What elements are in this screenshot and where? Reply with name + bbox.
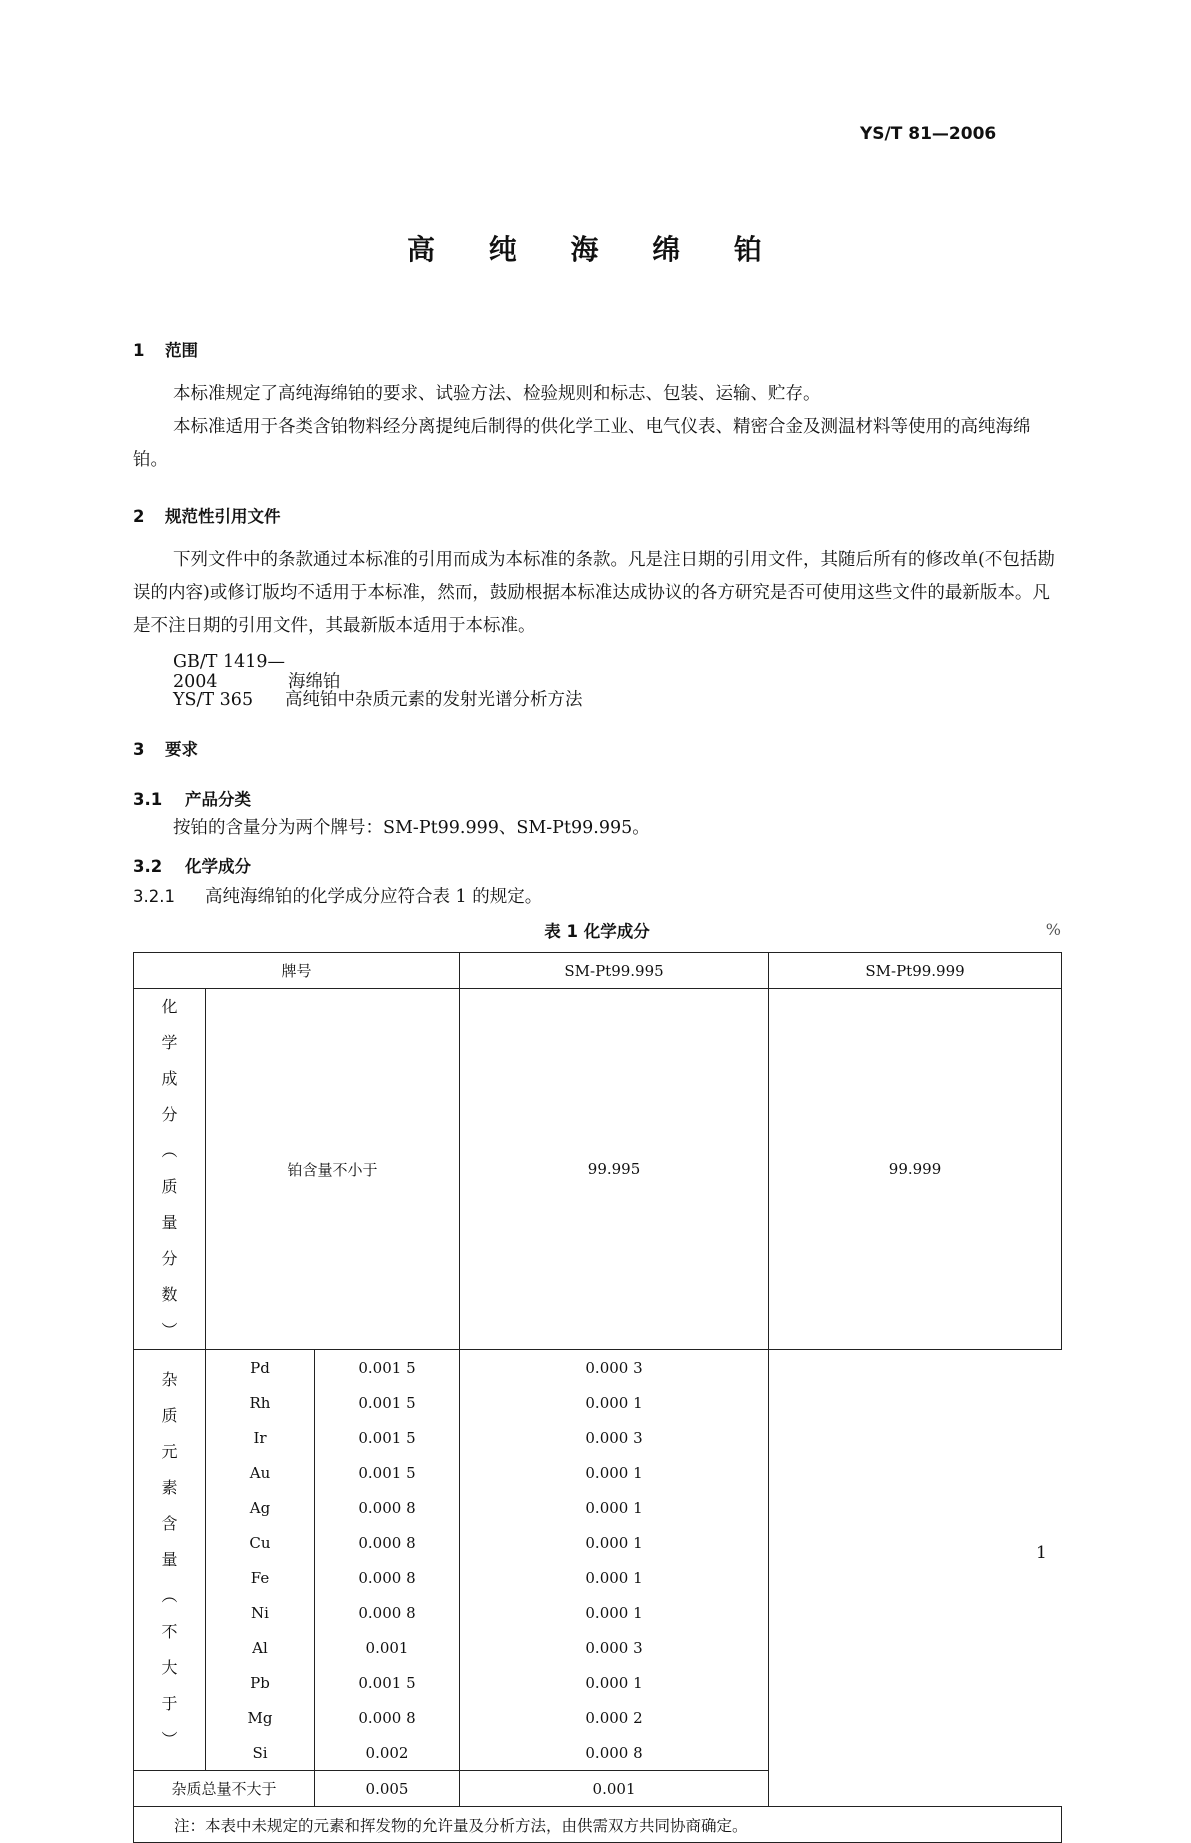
vertical-char: 化 (161, 997, 178, 1016)
platinum-content-row (134, 989, 1062, 1350)
vertical-char: 数 (161, 1285, 178, 1304)
impurity-element: Al (206, 1630, 315, 1665)
impurity-row (134, 1385, 1062, 1420)
vertical-char: ︵ (161, 1141, 178, 1160)
vertical-char: 量 (161, 1213, 178, 1232)
table-caption-row (133, 918, 1061, 944)
grade-1-header: SM-Pt99.995 (460, 953, 769, 989)
section-title: 产品分类 (185, 790, 251, 809)
section-title: 要求 (165, 740, 198, 759)
impurity-grade-2: 0.000 3 (460, 1630, 769, 1665)
section-title: 范围 (165, 341, 198, 360)
table-unit: % (1045, 920, 1061, 939)
section-number: 1 (133, 341, 145, 360)
vertical-char: 元 (161, 1442, 178, 1461)
platinum-content-grade-2: 99.999 (769, 989, 1062, 1350)
vertical-char: 素 (161, 1478, 178, 1497)
impurity-row (134, 1735, 1062, 1771)
impurity-grade-2: 0.000 1 (460, 1490, 769, 1525)
impurity-row (134, 1350, 1062, 1386)
section-title: 化学成分 (185, 857, 251, 876)
vertical-char: ︵ (161, 1586, 178, 1605)
impurity-grade-1: 0.000 8 (315, 1490, 460, 1525)
impurity-grade-2: 0.000 8 (460, 1735, 769, 1771)
impurity-grade-1: 0.001 (315, 1630, 460, 1665)
impurity-grade-2: 0.000 1 (460, 1665, 769, 1700)
impurity-row (134, 1595, 1062, 1630)
table-header-row (134, 953, 1062, 989)
section-3-2-heading (133, 853, 251, 877)
impurity-element: Si (206, 1735, 315, 1771)
vertical-char: 质 (161, 1177, 178, 1196)
total-impurity-grade-1: 0.005 (315, 1771, 460, 1807)
vertical-char: 不 (161, 1622, 178, 1641)
impurity-element: Ni (206, 1595, 315, 1630)
vertical-char: 含 (161, 1514, 178, 1533)
impurity-grade-1: 0.001 5 (315, 1420, 460, 1455)
vertical-char: ︶ (161, 1730, 178, 1749)
section-3-1-heading (133, 786, 251, 810)
section-3-heading (133, 736, 198, 760)
section-number: 3.2 (133, 857, 163, 876)
vertical-char: 学 (161, 1033, 178, 1052)
impurity-grade-1: 0.001 5 (315, 1350, 460, 1386)
section-3-2-1-text (133, 880, 1061, 914)
vertical-char: 质 (161, 1406, 178, 1425)
impurity-row (134, 1525, 1062, 1560)
impurity-grade-2: 0.000 3 (460, 1420, 769, 1455)
impurity-grade-1: 0.001 5 (315, 1665, 460, 1700)
impurity-element: Pd (206, 1350, 315, 1386)
table-caption: 表 1 化学成分 (544, 922, 650, 941)
reference-code: YS/T 365 (173, 690, 254, 710)
impurity-grade-2: 0.000 1 (460, 1385, 769, 1420)
vertical-char: ︶ (161, 1321, 178, 1340)
impurity-element: Pb (206, 1665, 315, 1700)
section-number: 3.1 (133, 790, 163, 809)
total-impurity-row (134, 1771, 1062, 1807)
impurity-element: Mg (206, 1700, 315, 1735)
section-number: 3 (133, 740, 145, 759)
section-2-paragraph-1: 下列文件中的条款通过本标准的引用而成为本标准的条款。凡是注日期的引用文件，其随后所有的修改单(不包括勘误的内容)或修订版均不适用于本标准，然而，鼓励根据本标准达成协议的各方研究是否可使用这些文件的最新版本。凡是不注日期的引用文件，其最新版本适用于本标准。 (133, 550, 1055, 636)
vertical-char: 成 (161, 1069, 178, 1088)
section-3-1-text: 按铂的含量分为两个牌号：SM-Pt99.999、SM-Pt99.995。 (173, 818, 650, 838)
table-note: 注：本表中未规定的元素和挥发物的允许量及分析方法，由供需双方共同协商确定。 (134, 1807, 1062, 1843)
impurity-row (134, 1700, 1062, 1735)
impurity-grade-2: 0.000 3 (460, 1350, 769, 1386)
impurity-grade-2: 0.000 1 (460, 1560, 769, 1595)
vertical-char: 于 (161, 1694, 178, 1713)
section-2-heading (133, 503, 281, 527)
impurity-element: Rh (206, 1385, 315, 1420)
impurity-grade-2: 0.000 1 (460, 1455, 769, 1490)
vertical-char: 分 (161, 1249, 178, 1268)
impurity-grade-1: 0.001 5 (315, 1385, 460, 1420)
impurity-grade-2: 0.000 2 (460, 1700, 769, 1735)
chemical-composition-label (134, 989, 206, 1350)
vertical-char: 大 (161, 1658, 178, 1677)
section-1-paragraph-1: 本标准规定了高纯海绵铂的要求、试验方法、检验规则和标志、包装、运输、贮存。 (173, 384, 821, 404)
section-number: 3.2.1 (133, 887, 175, 906)
impurity-grade-1: 0.000 8 (315, 1700, 460, 1735)
impurity-element: Ag (206, 1490, 315, 1525)
platinum-content-label: 铂含量不小于 (206, 989, 460, 1350)
impurity-grade-1: 0.002 (315, 1735, 460, 1771)
impurity-row (134, 1420, 1062, 1455)
impurity-rows (134, 1350, 1062, 1771)
impurity-grade-1: 0.001 5 (315, 1455, 460, 1490)
section-text: 高纯海绵铂的化学成分应符合表 1 的规定。 (205, 887, 543, 907)
grade-2-header: SM-Pt99.999 (769, 953, 1062, 989)
section-title: 规范性引用文件 (165, 507, 281, 526)
grade-header-cell: 牌号 (134, 953, 460, 989)
total-impurity-grade-2: 0.001 (460, 1771, 769, 1807)
section-1-paragraph-2: 本标准适用于各类含铂物料经分离提纯后制得的供化学工业、电气仪表、精密合金及测温材料等使用的高纯海绵铂。 (133, 417, 1031, 470)
impurity-element: Ir (206, 1420, 315, 1455)
total-impurity-label: 杂质总量不大于 (134, 1771, 315, 1807)
platinum-content-grade-1: 99.995 (460, 989, 769, 1350)
vertical-char: 量 (161, 1550, 178, 1569)
impurity-row (134, 1665, 1062, 1700)
impurity-row (134, 1630, 1062, 1665)
chemical-composition-table (133, 952, 1062, 1843)
reference-code: GB/T 1419—2004 (173, 652, 286, 692)
impurity-grade-1: 0.000 8 (315, 1595, 460, 1630)
impurity-row (134, 1560, 1062, 1595)
impurity-grade-1: 0.000 8 (315, 1525, 460, 1560)
impurity-element: Fe (206, 1560, 315, 1595)
standard-code: YS/T 81—2006 (860, 124, 997, 144)
table-note-row (134, 1807, 1062, 1843)
document-title: 高 纯 海 绵 铂 (407, 233, 784, 266)
vertical-char: 分 (161, 1105, 178, 1124)
impurity-element: Cu (206, 1525, 315, 1560)
reference-title: 高纯铂中杂质元素的发射光谱分析方法 (285, 690, 583, 710)
reference-title: 海绵铂 (288, 672, 341, 692)
impurity-grade-2: 0.000 1 (460, 1595, 769, 1630)
section-number: 2 (133, 507, 145, 526)
impurity-content-label (134, 1350, 206, 1771)
impurity-row (134, 1455, 1062, 1490)
impurity-grade-1: 0.000 8 (315, 1560, 460, 1595)
impurity-row (134, 1490, 1062, 1525)
reference-2 (173, 686, 583, 711)
impurity-grade-2: 0.000 1 (460, 1525, 769, 1560)
impurity-element: Au (206, 1455, 315, 1490)
page-number: 1 (1036, 1543, 1047, 1563)
section-1-heading (133, 337, 198, 361)
vertical-char: 杂 (161, 1370, 178, 1389)
